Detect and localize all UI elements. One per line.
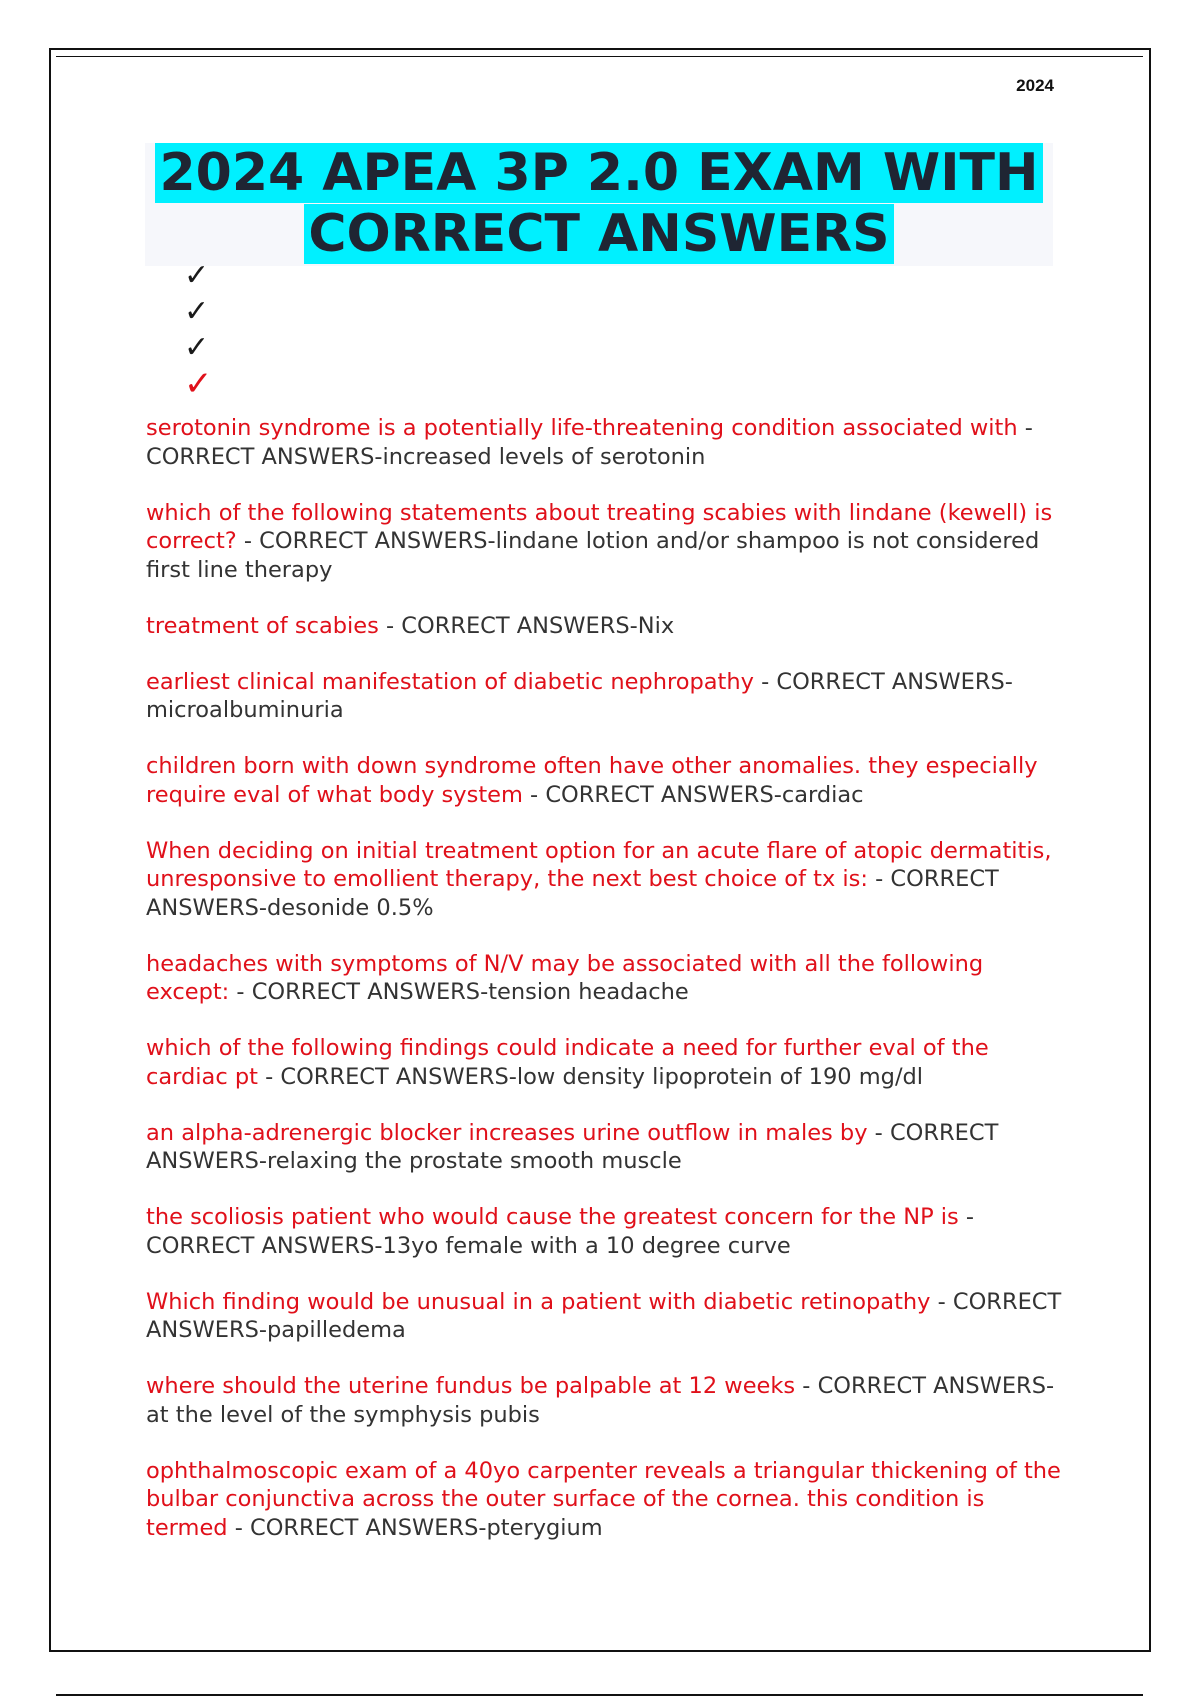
answer-text: - CORRECT ANSWERS-lindane lotion and/or shampoo is not considered first line therapy <box>146 528 1040 583</box>
answer-text: - CORRECT ANSWERS-increased levels of serotonin <box>146 415 1033 470</box>
question-text: treatment of scabies <box>146 612 379 639</box>
header-rule <box>56 56 1143 57</box>
question-text: headaches with symptoms of N/V may be associated with all the following except: <box>146 950 984 1005</box>
answer-text: - CORRECT ANSWERS-Nix <box>378 612 675 639</box>
question-text: which of the following findings could indicate a need for further eval of the cardiac pt <box>146 1035 989 1090</box>
question-text: where should the uterine fundus be palpable at 12 weeks <box>146 1373 796 1399</box>
qa-item <box>146 668 1066 725</box>
qa-item <box>146 1372 1066 1429</box>
answer-text: - CORRECT ANSWERS-at the level of the symphysis pubis <box>146 1373 1055 1428</box>
answer-text: - CORRECT ANSWERS-cardiac <box>522 781 864 808</box>
question-text: an alpha-adrenergic blocker increases urine outflow in males by <box>146 1119 868 1146</box>
question-text: ophthalmoscopic exam of a 40yo carpenter reveals a triangular thickening of the bulbar conjunctiva across the outer surface of the cornea. this condition is termed <box>146 1457 1061 1541</box>
answer-text: - CORRECT ANSWERS-tension headache <box>229 979 689 1005</box>
title-line-2: CORRECT ANSWERS <box>304 204 893 264</box>
answer-text: - CORRECT ANSWERS-low density lipoprotein of 190 mg/dl <box>257 1063 924 1090</box>
answer-text: - CORRECT ANSWERS-microalbuminuria <box>146 668 1013 723</box>
question-text: Which finding would be unusual in a patient with diabetic retinopathy <box>146 1288 931 1315</box>
qa-item <box>146 414 1066 471</box>
qa-item <box>146 612 1066 641</box>
qa-item <box>146 752 1066 809</box>
page-bottom-rule <box>56 1694 1143 1696</box>
qa-item <box>146 950 1066 1007</box>
question-text: When deciding on initial treatment option for an acute flare of atopic dermatitis, unresponsive to emollient therapy, the next best choice of tx is: <box>146 837 1052 892</box>
checkmark-icon: ✓ <box>184 258 210 293</box>
checkmark-icon: ✓ <box>184 330 210 365</box>
answer-text: - CORRECT ANSWERS-pterygium <box>227 1514 603 1541</box>
qa-item <box>146 1119 1066 1176</box>
qa-list <box>146 414 1066 1570</box>
document-title <box>145 143 1053 266</box>
answer-text: - CORRECT ANSWERS-relaxing the prostate smooth muscle <box>146 1119 999 1174</box>
question-text: children born with down syndrome often have other anomalies. they especially require eval of what body system <box>146 753 1038 808</box>
question-text: earliest clinical manifestation of diabetic nephropathy <box>146 668 754 695</box>
header-year: 2024 <box>1016 76 1054 95</box>
checkmark-icon-red: ✓ <box>184 364 213 404</box>
checkmark-icon: ✓ <box>184 294 210 329</box>
qa-item <box>146 1457 1066 1543</box>
question-text: the scoliosis patient who would cause the greatest concern for the NP is <box>146 1204 959 1230</box>
checkmark-list <box>184 258 213 402</box>
answer-text: - CORRECT ANSWERS-papilledema <box>146 1288 1062 1343</box>
question-text: serotonin syndrome is a potentially life-threatening condition associated with <box>146 415 1018 441</box>
title-line-1: 2024 APEA 3P 2.0 EXAM WITH <box>155 143 1042 203</box>
question-text: which of the following statements about treating scabies with lindane (kewell) is correct? <box>146 499 1053 554</box>
qa-item <box>146 1288 1066 1345</box>
qa-item <box>146 1034 1066 1091</box>
answer-text: - CORRECT ANSWERS-desonide 0.5% <box>146 866 999 921</box>
answer-text: - CORRECT ANSWERS-13yo female with a 10 degree curve <box>146 1204 975 1259</box>
qa-item <box>146 1203 1066 1260</box>
qa-item <box>146 837 1066 923</box>
qa-item <box>146 499 1066 585</box>
